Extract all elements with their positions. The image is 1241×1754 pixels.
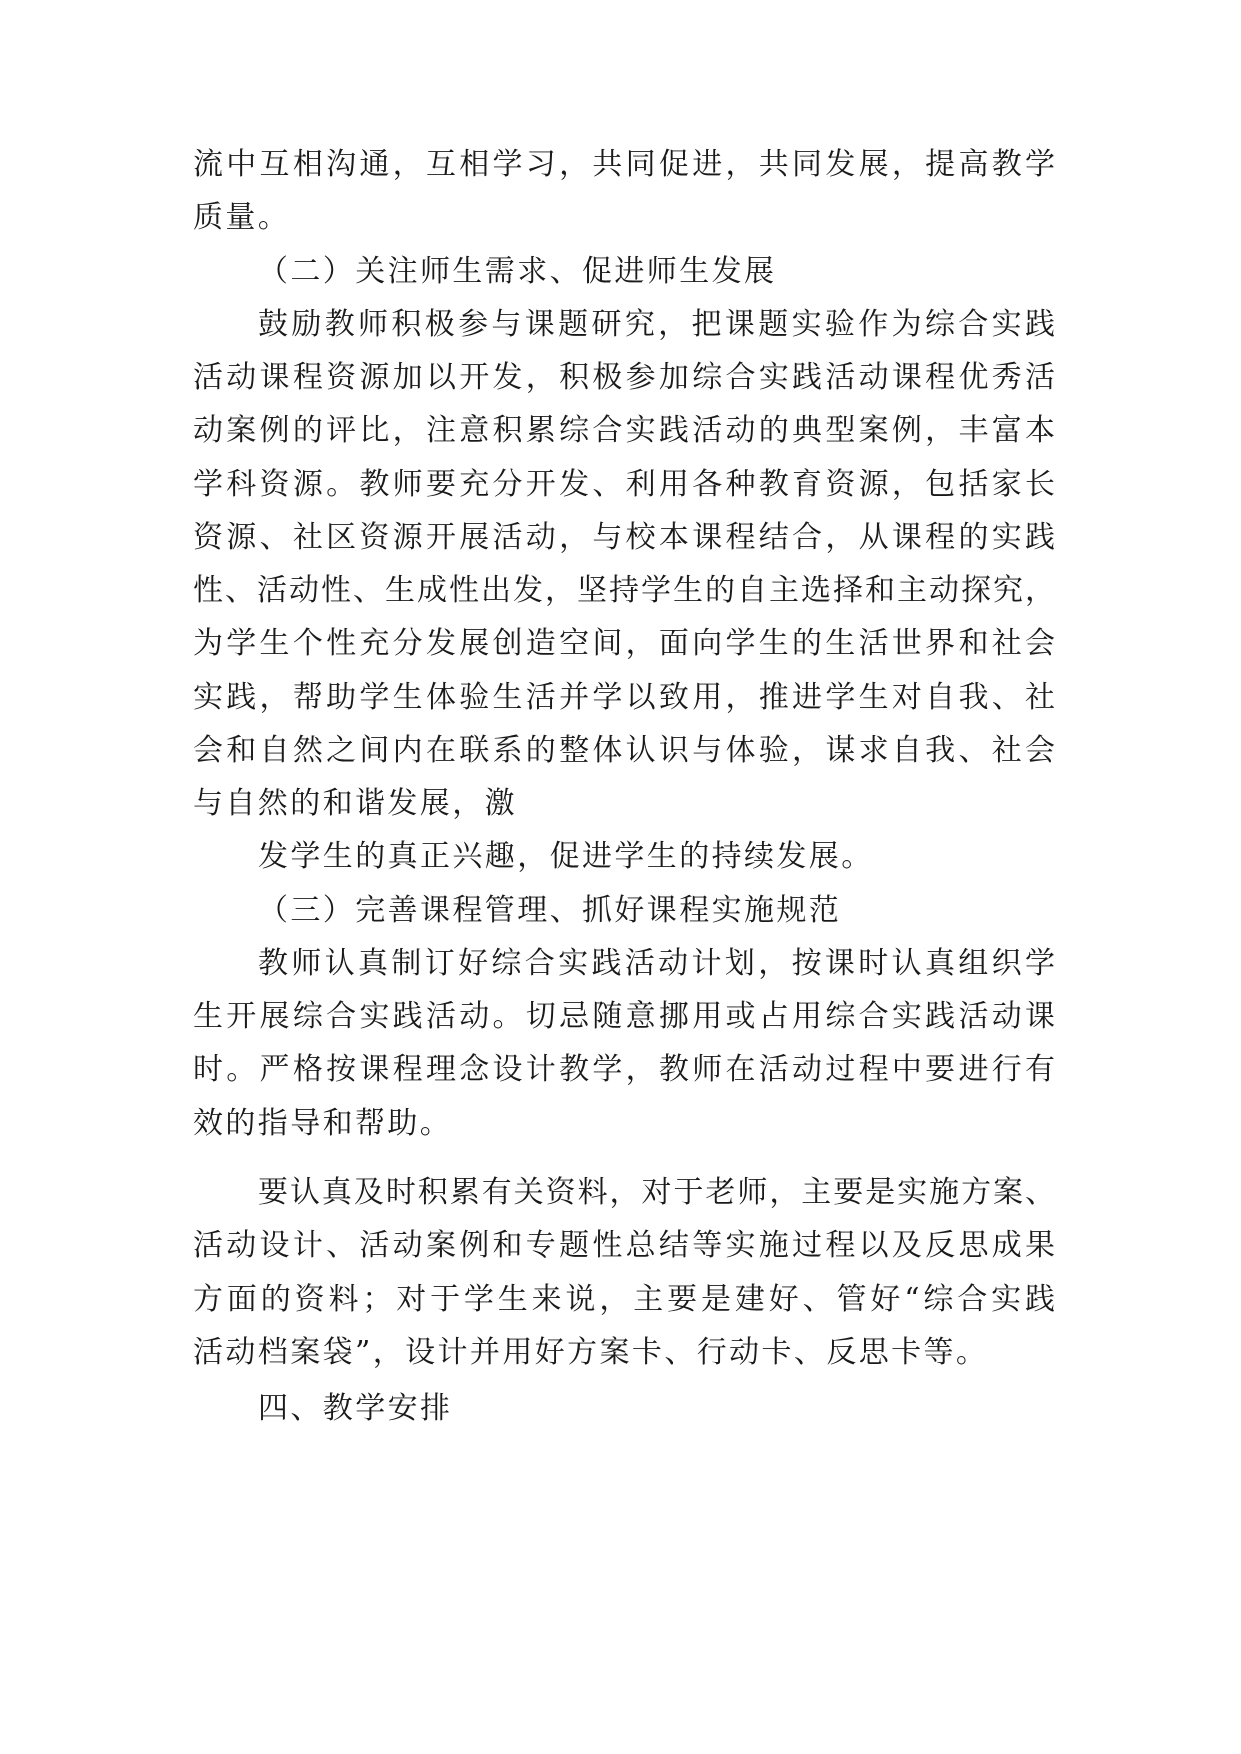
paragraph-line: 实践，帮助学生体验生活并学以致用，推进学生对自我、社 <box>193 680 1055 715</box>
paragraph-line: 教师认真制订好综合实践活动计划，按课时认真组织学 <box>258 946 1055 981</box>
paragraph-line: 为学生个性充分发展创造空间，面向学生的生活世界和社会 <box>193 626 1055 661</box>
paragraph-line: 鼓励教师积极参与课题研究，把课题实验作为综合实践 <box>258 307 1055 342</box>
paragraph-line: 学科资源。教师要充分开发、利用各种教育资源，包括家长 <box>193 467 1055 502</box>
paragraph-line: 方面的资料；对于学生来说，主要是建好、管好“综合实践 <box>193 1282 1055 1317</box>
paragraph-line: 动案例的评比，注意积累综合实践活动的典型案例，丰富本 <box>193 413 1055 448</box>
paragraph-line: 生开展综合实践活动。切忌随意挪用或占用综合实践活动课 <box>193 999 1055 1034</box>
section-heading: （三）完善课程管理、抓好课程实施规范 <box>258 893 842 928</box>
paragraph-line: 与自然的和谐发展，激 <box>193 786 517 821</box>
section-heading: 四、教学安排 <box>258 1391 453 1426</box>
paragraph-line: 要认真及时积累有关资料，对于老师，主要是实施方案、 <box>258 1175 1055 1210</box>
paragraph-line: 活动设计、活动案例和专题性总结等实施过程以及反思成果 <box>193 1228 1055 1263</box>
paragraph-line: 质量。 <box>193 200 291 235</box>
section-heading: （二）关注师生需求、促进师生发展 <box>258 254 777 289</box>
paragraph-line: 发学生的真正兴趣，促进学生的持续发展。 <box>258 839 874 874</box>
paragraph-line: 流中互相沟通，互相学习，共同促进，共同发展，提高教学 <box>193 147 1055 182</box>
paragraph-line: 时。严格按课程理念设计教学，教师在活动过程中要进行有 <box>193 1052 1055 1087</box>
paragraph-line: 效的指导和帮助。 <box>193 1106 453 1141</box>
paragraph-line: 活动课程资源加以开发，积极参加综合实践活动课程优秀活 <box>193 360 1055 395</box>
paragraph-line: 性、活动性、生成性出发，坚持学生的自主选择和主动探究， <box>193 573 1055 608</box>
paragraph-line: 活动档案袋”，设计并用好方案卡、行动卡、反思卡等。 <box>193 1335 989 1370</box>
paragraph-line: 会和自然之间内在联系的整体认识与体验，谋求自我、社会 <box>193 733 1055 768</box>
paragraph-line: 资源、社区资源开展活动，与校本课程结合，从课程的实践 <box>193 520 1055 555</box>
